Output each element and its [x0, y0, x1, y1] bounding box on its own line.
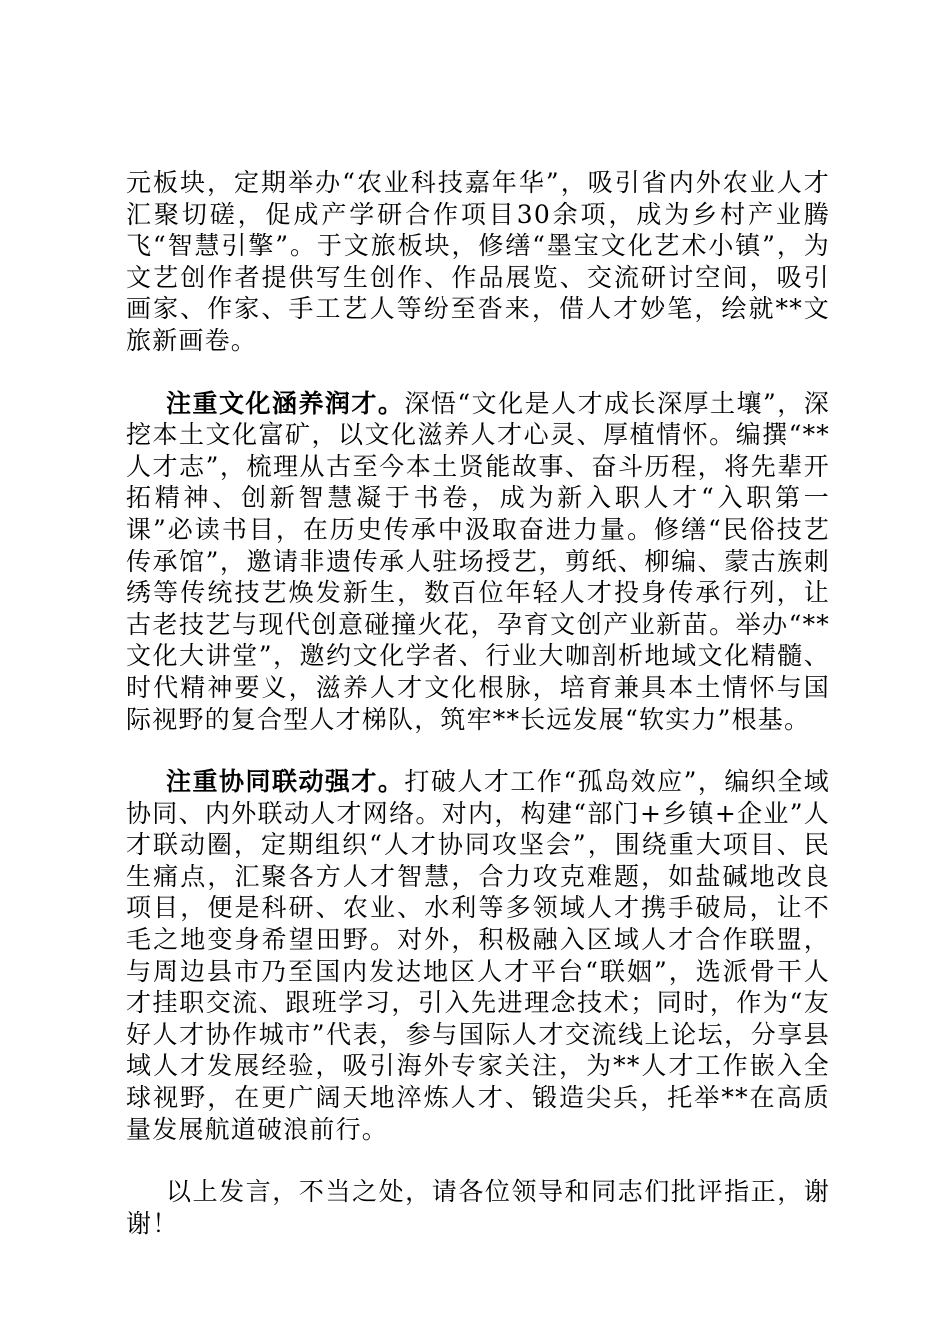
paragraph-text: 深悟“文化是人才成长深厚土壤”，深挖本土文化富矿，以文化滋养人才心灵、厚植情怀。编撰“**人才志”，梳理从古至今本土贤能故事、奋斗历程，将先辈开拓精神、创新智慧凝于书卷，成为新入职人才“入职第一课”必读书目，在历史传承中汲取奋进力量。修缮“民俗技艺传承馆”，邀请非遗传承人驻场授艺，剪纸、柳编、蒙古族刺绣等传统技艺焕发新生，数百位年轻人才投身传承行列，让古老技艺与现代创意碰撞火花，孕育文创产业新苗。举办“**文化大讲堂”，邀约文化学者、行业大咖剖析地域文化精髓、时代精神要义，滋养人才文化根脉，培育兼具本土情怀与国际视野的复合型人才梯队，筑牢**长远发展“软实力”根基。 [126, 388, 830, 734]
paragraph-text: 元板块，定期举办“农业科技嘉年华”，吸引省内外农业人才汇聚切磋，促成产学研合作项目30余项，成为乡村产业腾飞“智慧引擎”。于文旅板块，修缮“墨宝文化艺术小镇”，为文艺创作者提供写生创作、作品展览、交流研讨空间，吸引画家、作家、手工艺人等纷至沓来，借人才妙笔，绘就**文旅新画卷。 [126, 168, 830, 355]
document-body [126, 167, 830, 1239]
paragraph-culture [126, 388, 830, 736]
paragraph-collaboration [126, 766, 830, 1145]
paragraph-text: 打破人才工作“孤岛效应”，编织全域协同、内外联动人才网络。对内，构建“部门+乡镇+企业”人才联动圈，定期组织“人才协同攻坚会”，围绕重大项目、民生痛点，汇聚各方人才智慧，合力攻克难题，如盐碱地改良项目，便是科研、农业、水利等多领域人才携手破局，让不毛之地变身希望田野。对外，积极融入区域人才合作联盟，与周边县市乃至国内发达地区人才平台“联姻”，选派骨干人才挂职交流、跟班学习，引入先进理念技术；同时，作为“友好人才协作城市”代表，参与国际人才交流线上论坛，分享县域人才发展经验，吸引海外专家关注，为**人才工作嵌入全球视野，在更广阔天地淬炼人才、锻造尖兵，托举**在高质量发展航道破浪前行。 [126, 767, 830, 1144]
paragraph-closing [126, 1176, 830, 1239]
paragraph-continued-plates [126, 167, 830, 357]
paragraph-heading: 注重文化涵养润才。 [166, 388, 405, 418]
paragraph-heading: 注重协同联动强才。 [166, 767, 405, 797]
paragraph-text: 以上发言，不当之处，请各位领导和同志们批评指正，谢谢！ [126, 1177, 830, 1238]
